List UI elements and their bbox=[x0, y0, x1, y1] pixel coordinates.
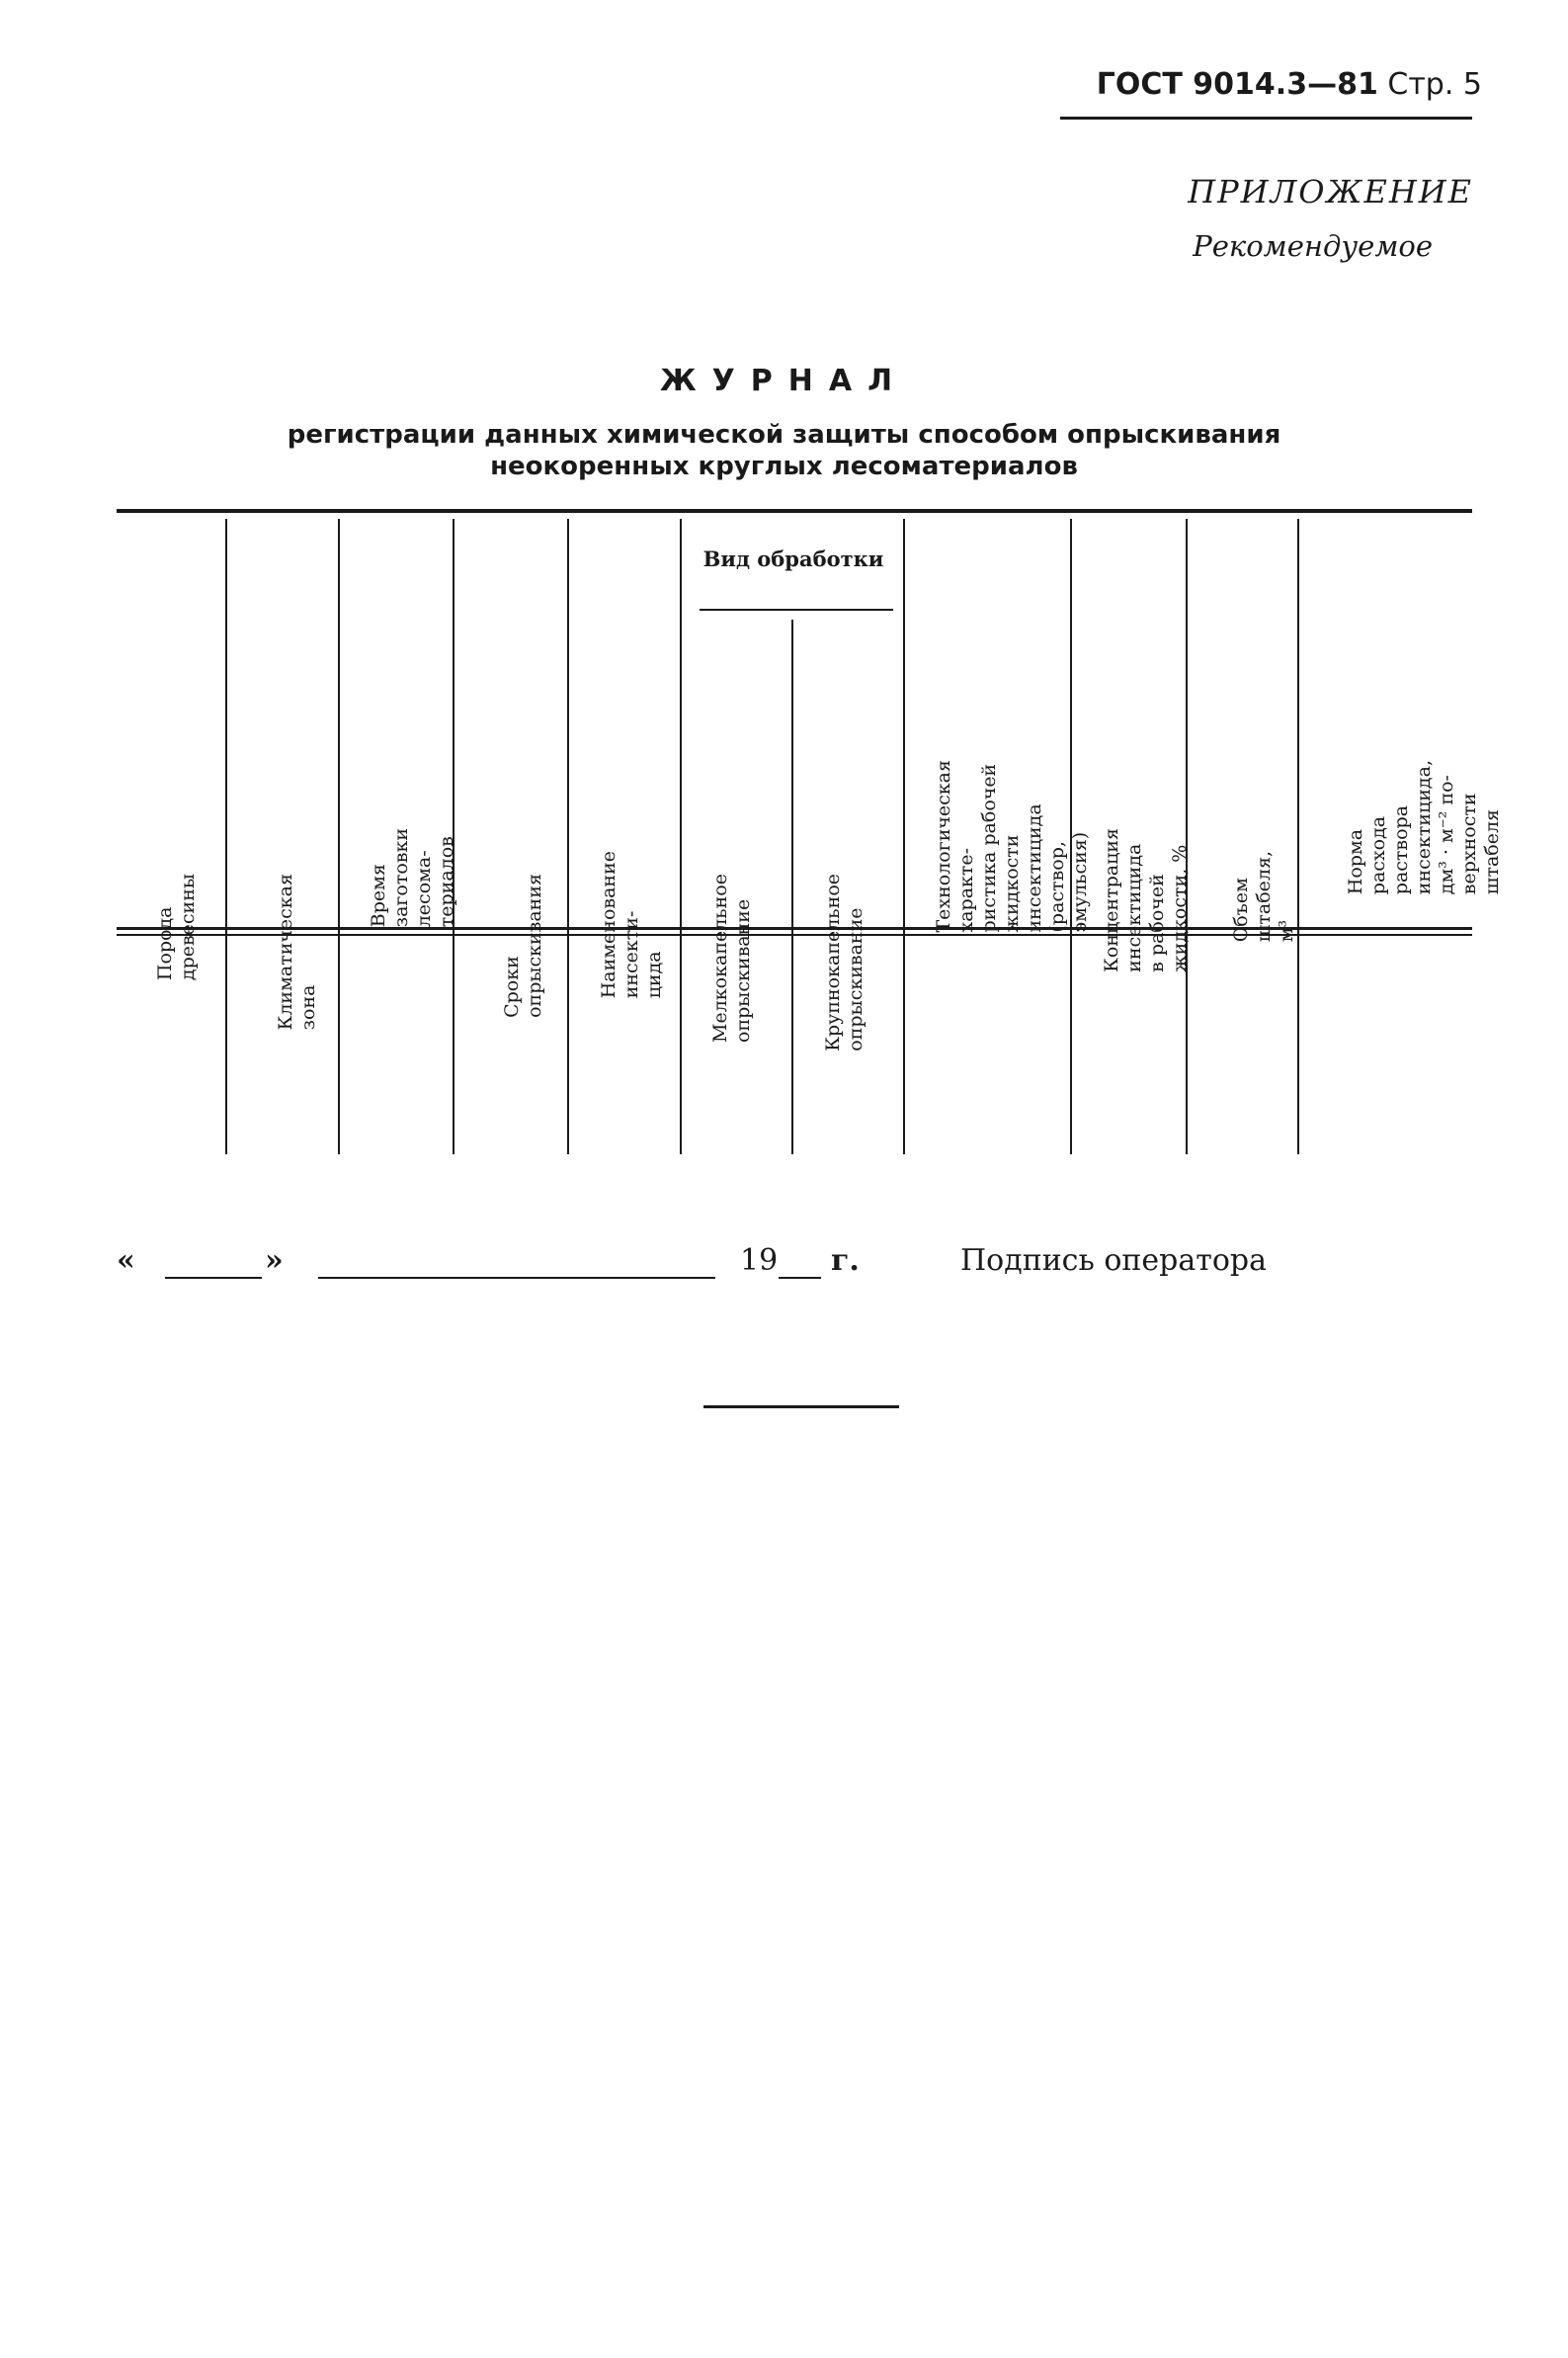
column-header-insecticide-name: Наименование инсекти- цида bbox=[598, 851, 665, 999]
journal-title: ЖУРНАЛ bbox=[659, 364, 909, 398]
operator-signature-label: Подпись оператора bbox=[960, 1243, 1268, 1278]
column-divider bbox=[225, 519, 227, 1154]
journal-subtitle bbox=[0, 419, 1568, 482]
column-header-harvest-time: Время заготовки лесома- териалов bbox=[368, 827, 457, 928]
header-rule bbox=[1060, 117, 1472, 120]
column-header-technological-characteristic: Технологическая характе- ристика рабочей жидкости инсектицида (раствор, эмульсия) bbox=[933, 760, 1091, 933]
end-rule bbox=[703, 1405, 899, 1408]
table-top-rule bbox=[117, 509, 1472, 513]
date-open-quote: « bbox=[117, 1243, 135, 1278]
column-header-insecticide-concentration: Концентрация инсектицида в рабочей жидкости, % bbox=[1101, 828, 1191, 972]
column-divider bbox=[1297, 519, 1299, 1154]
year-suffix: г. bbox=[831, 1243, 860, 1278]
appendix-title: ПРИЛОЖЕНИЕ bbox=[1188, 173, 1473, 211]
date-close-quote: » bbox=[265, 1243, 284, 1278]
column-divider bbox=[338, 519, 340, 1154]
journal-table bbox=[117, 509, 1503, 1146]
day-blank bbox=[165, 1277, 262, 1279]
column-header-spraying-dates: Сроки опрыскивания bbox=[501, 874, 545, 1018]
column-divider bbox=[903, 519, 905, 1154]
month-blank bbox=[318, 1277, 715, 1279]
column-header-consumption-rate: Норма расхода раствора инсектицида, дм³ · м⁻² по- верхности штабеля bbox=[1345, 760, 1503, 895]
standard-number: ГОСТ 9014.3—81 bbox=[1096, 67, 1378, 102]
year-prefix: 19 bbox=[740, 1243, 779, 1278]
appendix-subtitle: Рекомендуемое bbox=[1193, 229, 1433, 263]
column-divider bbox=[791, 620, 793, 1154]
journal-subtitle-line-2: неокоренных круглых лесоматериалов bbox=[490, 452, 1078, 481]
column-divider bbox=[567, 519, 569, 1154]
column-header-coarse-spraying: Крупнокапельное опрыскивание bbox=[822, 874, 867, 1052]
column-divider bbox=[680, 519, 682, 1154]
group-header-underline bbox=[700, 609, 893, 611]
column-header-climate-zone: Климатическая зона bbox=[275, 874, 319, 1031]
journal-subtitle-line-1: регистрации данных химической защиты способом опрыскивания bbox=[287, 420, 1281, 450]
page-number: Стр. 5 bbox=[1387, 67, 1482, 102]
year-blank bbox=[779, 1277, 821, 1279]
document-header bbox=[1057, 67, 1482, 102]
signature-row bbox=[0, 1243, 1568, 1293]
column-header-stack-volume: Объем штабеля, м³ bbox=[1230, 850, 1297, 943]
group-header-treatment-type: Вид обработки bbox=[702, 547, 884, 571]
column-header-wood-species: Порода древесины bbox=[154, 873, 199, 981]
column-header-fine-spraying: Мелкокапельное опрыскивание bbox=[709, 874, 754, 1043]
